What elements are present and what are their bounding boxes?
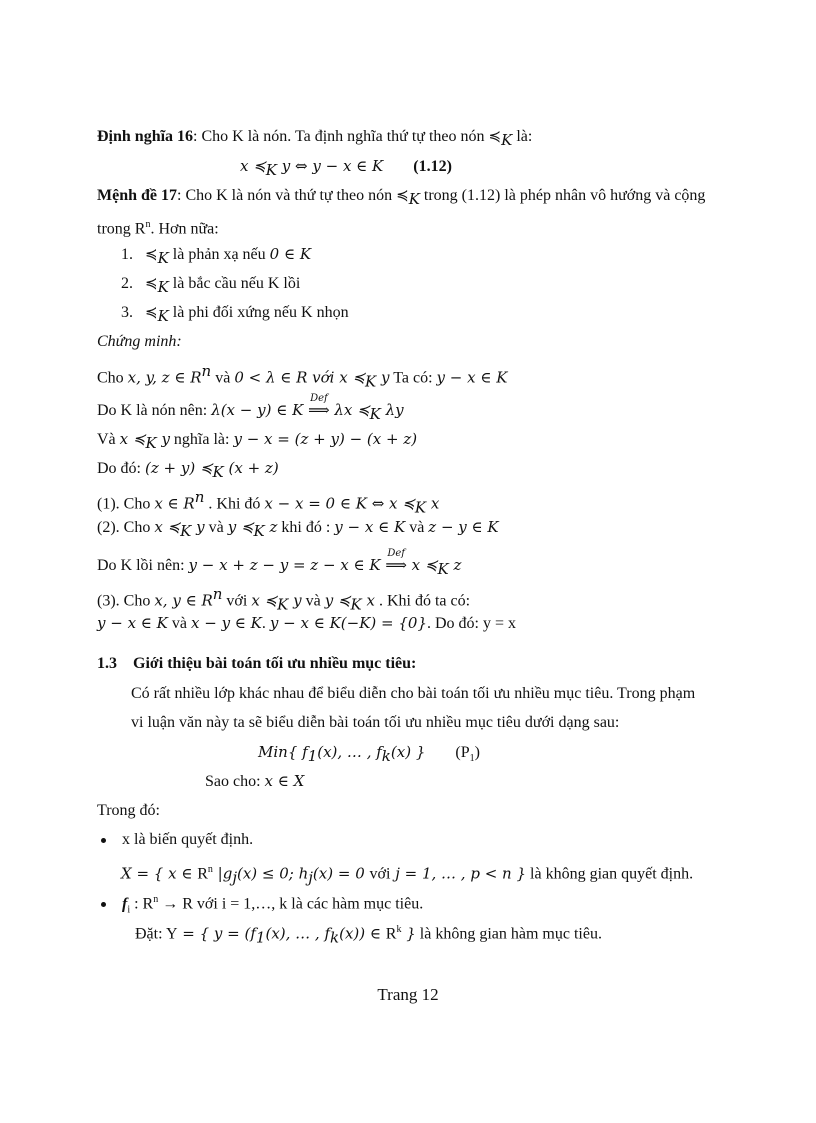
constraint-line: Sao cho: x ∈ X <box>205 772 305 790</box>
definition-16: Định nghĩa 16: Cho K là nón. Ta định nghĩa thứ tự theo nón $≼_K$ là: <box>97 127 533 150</box>
bullet-item-2: $f_i$ : $R^n \to R$ với i = 1,…, k là các hàm mục tiêu. <box>101 890 423 921</box>
section-paragraph-line-1: Có rất nhiều lớp khác nhau để biểu diễn cho bài toán tối ưu nhiều mục tiêu. Trong phạm <box>131 685 696 702</box>
proof-line-9: y − x ∈ K và x − y ∈ K. y − x ∈ K(−K) = {0}. Do đó: y = x <box>97 614 517 632</box>
proof-line-7: Do K lồi nên: y − x + z − y = z − x ∈ K Def ⟹ x $≼_K$ z <box>97 548 462 579</box>
equation-number: (1.12) <box>413 158 452 175</box>
proposition-17: Mệnh đề 17: Cho K là nón và thứ tự theo nón $≼_K$ trong (1.12) là phép nhân vô hướng và cộng <box>97 186 706 209</box>
proof-line-8: (3). Cho x, y ∈ $R^n$ với x $≼_K$ y và y $≼_K$ x . Khi đó ta có: <box>97 585 471 614</box>
definition-formula: x $≼_K$ y ⇔ y − x ∈ K (1.12) <box>240 157 452 180</box>
list-item-2: 2. $≼_K$ là bắc cầu nếu K lồi <box>121 274 301 297</box>
proof-line-6: (2). Cho x $≼_K$ y và y $≼_K$ z khi đó : y − x ∈ K và z − y ∈ K <box>97 518 499 541</box>
bullet-icon <box>101 838 106 843</box>
proof-title: Chứng minh: <box>97 333 182 350</box>
page-number: Trang 12 <box>377 985 439 1004</box>
section-paragraph-line-2: vi luận văn này ta sẽ biểu diễn bài toán tối ưu nhiều mục tiêu dưới dạng sau: <box>131 714 620 731</box>
proof-line-3: Và x $≼_K$ y nghĩa là: y − x = (z + y) − (x + z) <box>97 430 418 453</box>
bullet-item-1: x là biến quyết định. <box>101 830 253 850</box>
proof-line-5: (1). Cho x ∈ $R^n$ . Khi đó x − x = 0 ∈ K ⇔ x $≼_K$ x <box>97 488 440 517</box>
list-item-3: 3. $≼_K$ là phi đối xứng nếu K nhọn <box>121 303 349 326</box>
definition-label: Định nghĩa 16 <box>97 128 194 145</box>
proof-line-1: Cho x, y, z ∈ $R^n$ và 0 < λ ∈ R với x $≼_K$ y Ta có: y − x ∈ K <box>97 362 508 391</box>
bullet-icon <box>101 902 106 907</box>
decision-space-line: X = { x ∈ $R^n$ $|g_j(x) \le 0$; $h_j(x) = 0$ với j = 1, … , p < n } là không gian quyết định. <box>121 864 694 887</box>
proposition-label: Mệnh đề 17 <box>97 187 177 204</box>
trong-do-label: Trong đó: <box>97 802 160 819</box>
proof-line-4: Do đó: (z + y) $≼_K$ (x + z) <box>97 459 279 482</box>
problem-formula: Min{ $f_1(x)$, … , $f_k(x)$ } $(P_1)$ <box>258 743 480 766</box>
list-item-1: 1. $≼_K$ là phản xạ nếu 0 ∈ K <box>121 245 312 268</box>
section-heading: 1.3 Giới thiệu bài toán tối ưu nhiều mục tiêu: <box>97 655 417 672</box>
proof-line-2: Do K là nón nên: λ(x − y) ∈ K Def ⟹ λx $≼_K$ λy <box>97 393 404 424</box>
objective-space-line: Đặt: Y = { $y = (f_1(x)$, … , $f_k(x)$) ∈ $R^k$ } là không gian hàm mục tiêu. <box>135 924 602 947</box>
proposition-line-2: trong $R^n$. Hơn nữa: <box>97 219 219 238</box>
